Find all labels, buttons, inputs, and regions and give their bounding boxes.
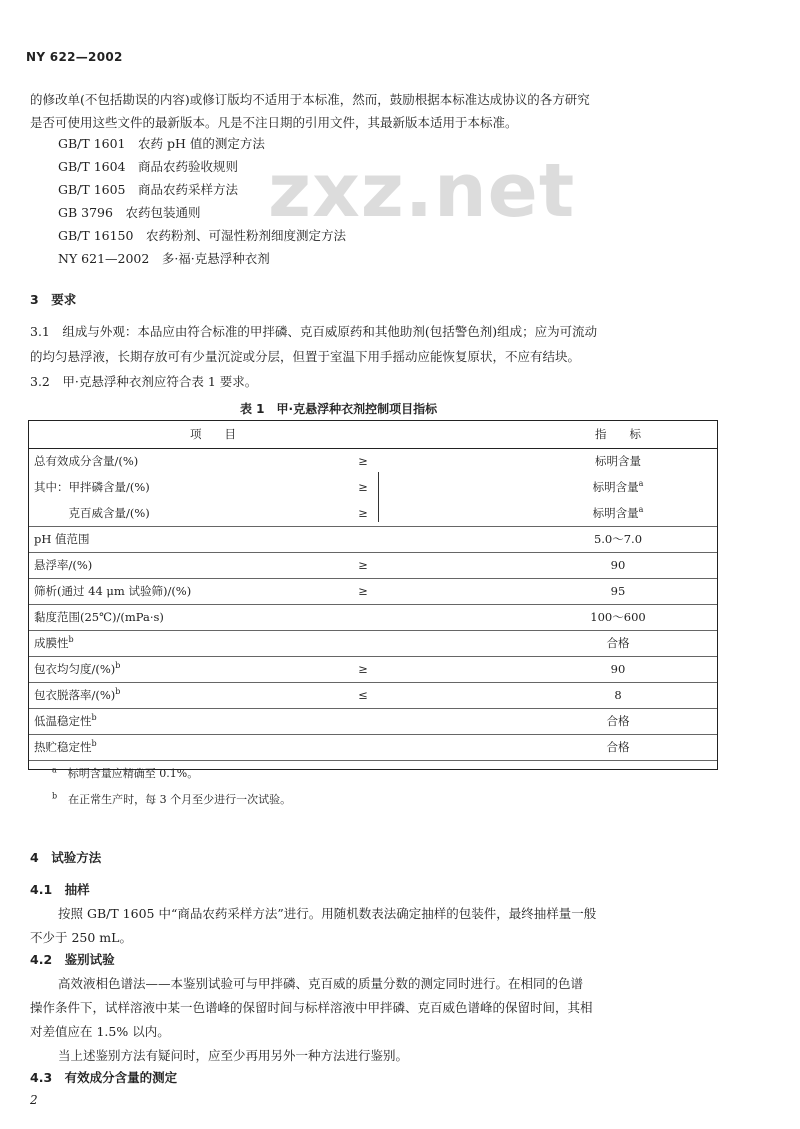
footnote-mark: a xyxy=(638,504,644,514)
row-value: 90 xyxy=(518,656,718,682)
row-value: 合格 xyxy=(518,708,718,734)
clause-4-3-heading: 4.3 有效成分含量的测定 xyxy=(30,1070,178,1085)
row-item: 成膜性$^b$ xyxy=(28,630,328,656)
row-operator: ≥ xyxy=(358,454,368,469)
footnote-mark: b xyxy=(115,661,121,671)
intro-line-2: 是否可使用这些文件的最新版本。凡是不注日期的引用文件，其最新版本适用于本标准。 xyxy=(30,115,518,130)
header-item: 项 目 xyxy=(28,420,398,448)
watermark: zxz.net xyxy=(268,148,576,234)
row-item: 悬浮率/(%) xyxy=(28,552,328,578)
footnote-mark: b xyxy=(68,635,74,645)
footnote-mark: a xyxy=(638,479,644,489)
table-row xyxy=(28,552,718,578)
clause-4-2-line-2: 操作条件下，试样溶液中某一色谱峰的保留时间与标样溶液中甲拌磷、克百威色谱峰的保留时间，其相 xyxy=(30,1000,593,1015)
row-value: 标明含量$^a$ xyxy=(592,479,644,494)
table-bracket-line xyxy=(378,472,379,522)
row-item: 热贮稳定性$^b$ xyxy=(28,734,328,760)
table-footnote-a xyxy=(28,760,718,786)
reference-item: NY 621—2002 多·福·克悬浮种衣剂 xyxy=(58,251,270,266)
row-item: pH 值范围 xyxy=(28,526,328,552)
row-operator: ≥ xyxy=(328,552,398,578)
clause-4-2-line-3: 对差值应在 1.5% 以内。 xyxy=(30,1024,170,1039)
table-row xyxy=(28,604,718,630)
clause-4-2-line-4: 当上述鉴别方法有疑问时，应至少再用另外一种方法进行鉴别。 xyxy=(58,1048,409,1063)
header-index: 指 标 xyxy=(518,420,718,448)
table-row xyxy=(28,448,718,474)
row-operator xyxy=(328,526,398,552)
reference-item: GB/T 1601 农药 pH 值的测定方法 xyxy=(58,136,265,151)
table-row xyxy=(28,656,718,682)
footnote-b-text: 在正常生产时，每 3 个月至少进行一次试验。 xyxy=(68,793,292,806)
clause-3-1-line-1: 3.1 组成与外观：本品应由符合标准的甲拌磷、克百威原药和其他助剂(包括警色剂)组成；应为可流动 xyxy=(30,324,598,339)
footnote-mark: b xyxy=(115,687,121,697)
row-value: 合格 xyxy=(518,630,718,656)
row-item: 低温稳定性$^b$ xyxy=(28,708,328,734)
spec-table xyxy=(28,420,718,812)
footnote-mark: b xyxy=(52,791,58,801)
row-operator: ≥ xyxy=(328,656,398,682)
row-item: 筛析(通过 44 μm 试验筛)/(%) xyxy=(28,578,328,604)
reference-item: GB/T 1605 商品农药采样方法 xyxy=(58,182,239,197)
table-header-row xyxy=(28,420,718,448)
table-row xyxy=(28,734,718,760)
section-3-heading: 3 要求 xyxy=(30,292,77,307)
row-item: 其中：甲拌磷含量/(%) xyxy=(34,480,150,494)
clause-3-2: 3.2 甲·克悬浮种衣剂应符合表 1 要求。 xyxy=(30,374,258,389)
clause-4-2-line-1: 高效液相色谱法——本鉴别试验可与甲拌磷、克百威的质量分数的测定同时进行。在相同的色谱 xyxy=(58,976,584,991)
row-value: 标明含量 xyxy=(595,454,641,469)
intro-line-1: 的修改单(不包括勘误的内容)或修订版均不适用于本标准，然而，鼓励根据本标准达成协议的各方研究 xyxy=(30,92,590,107)
section-4-heading: 4 试验方法 xyxy=(30,850,102,865)
row-value: 合格 xyxy=(518,734,718,760)
clause-4-1-line-1: 按照 GB/T 1605 中“商品农药采样方法”进行。用随机数表法确定抽样的包装件，最终抽样量一般 xyxy=(58,906,597,921)
row-operator: ≥ xyxy=(328,578,398,604)
row-operator: ≤ xyxy=(328,682,398,708)
row-value: 100～600 xyxy=(518,604,718,630)
row-operator xyxy=(328,604,398,630)
footnote-mark: b xyxy=(91,713,97,723)
row-operator xyxy=(328,708,398,734)
table-row xyxy=(28,474,718,500)
row-value: 8 xyxy=(518,682,718,708)
row-item: 总有效成分含量/(%) xyxy=(34,454,139,469)
footnote-mark: b xyxy=(91,739,97,749)
clause-4-1-line-2: 不少于 250 mL。 xyxy=(30,930,132,945)
table-row xyxy=(28,578,718,604)
footnote-mark: a xyxy=(52,765,57,775)
reference-item: GB/T 1604 商品农药验收规则 xyxy=(58,159,239,174)
row-operator xyxy=(328,630,398,656)
row-item: 黏度范围(25℃)/(mPa·s) xyxy=(28,604,328,630)
page-number: 2 xyxy=(30,1093,38,1107)
clause-4-1-heading: 4.1 抽样 xyxy=(30,882,90,897)
row-value: 95 xyxy=(518,578,718,604)
row-operator xyxy=(328,734,398,760)
table-row xyxy=(28,500,718,526)
standard-number: NY 622—2002 xyxy=(26,50,123,64)
table-row xyxy=(28,630,718,656)
table-footnote-b xyxy=(28,786,718,812)
row-item: 包衣均匀度/(%)$^b$ xyxy=(28,656,328,682)
reference-item: GB 3796 农药包装通则 xyxy=(58,205,201,220)
row-item: 克百威含量/(%) xyxy=(28,500,328,526)
row-operator: ≥ xyxy=(358,480,368,494)
footnote-a-text: 标明含量应精确至 0.1%。 xyxy=(67,767,199,781)
row-operator: ≥ xyxy=(328,500,398,526)
table-row xyxy=(28,526,718,552)
clause-4-2-heading: 4.2 鉴别试验 xyxy=(30,952,115,967)
table-row xyxy=(28,682,718,708)
row-value: 5.0～7.0 xyxy=(518,526,718,552)
reference-item: GB/T 16150 农药粉剂、可湿性粉剂细度测定方法 xyxy=(58,228,346,243)
table-row xyxy=(28,708,718,734)
clause-3-1-line-2: 的均匀悬浮液，长期存放可有少量沉淀或分层，但置于室温下用手摇动应能恢复原状，不应有结块。 xyxy=(30,349,581,364)
row-value: 标明含量$^a$ xyxy=(518,500,718,526)
table-caption: 表 1 甲·克悬浮种衣剂控制项目指标 xyxy=(240,402,438,416)
row-item: 包衣脱落率/(%)$^b$ xyxy=(28,682,328,708)
row-value: 90 xyxy=(518,552,718,578)
